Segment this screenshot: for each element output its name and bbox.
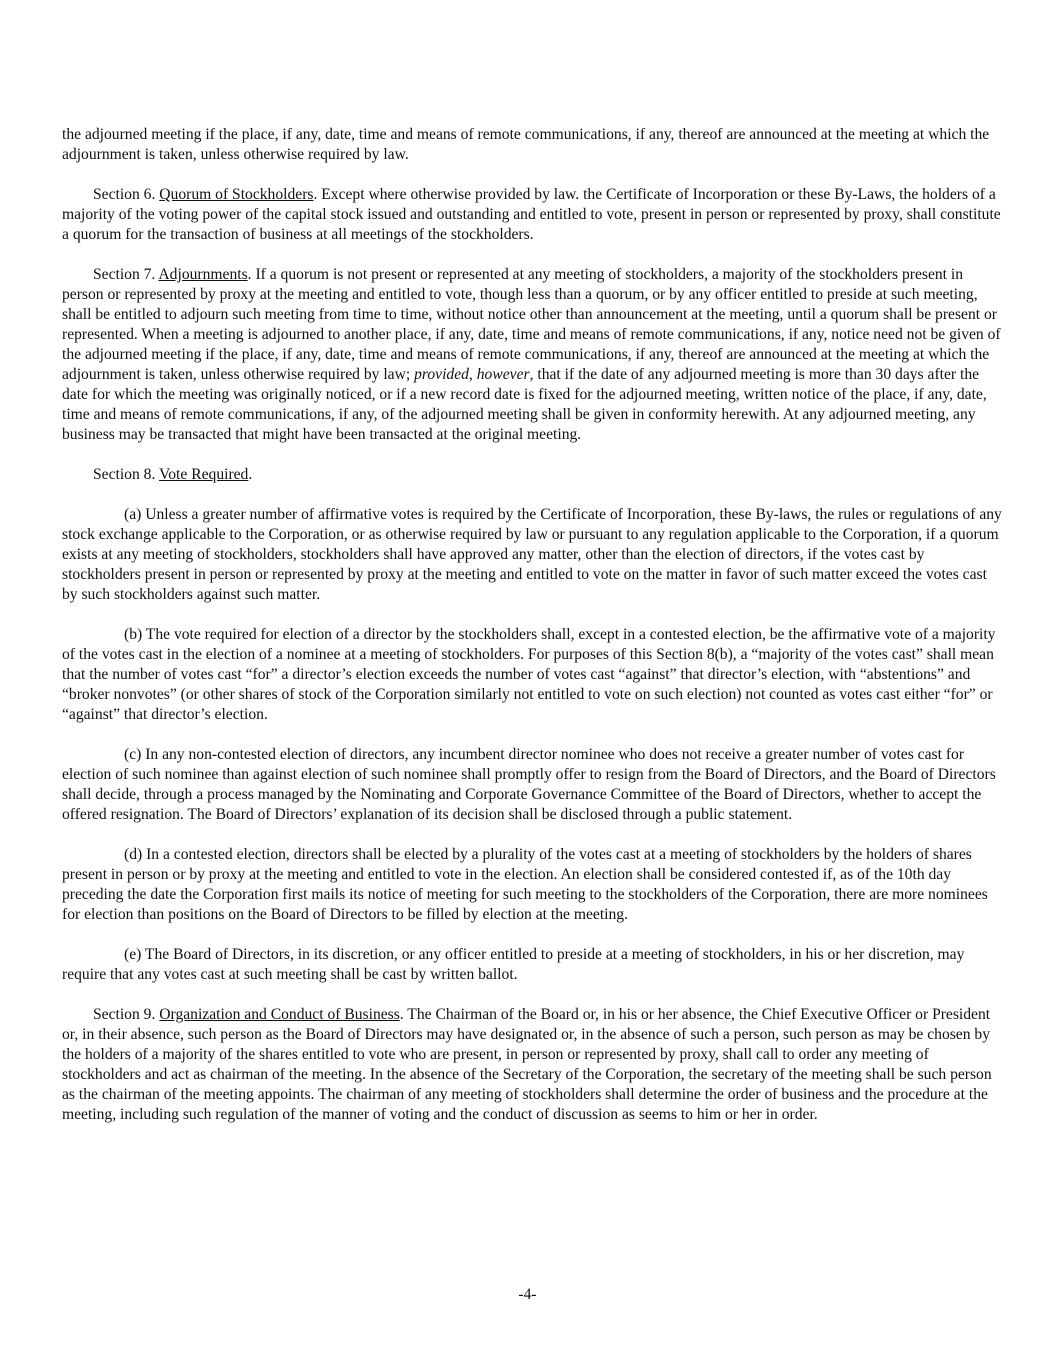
section-9-title: Organization and Conduct of Business	[159, 1006, 400, 1023]
section-8a-paragraph: (a) Unless a greater number of affirmative votes is required by the Certificate of Incorporation, these By-laws, the rules or regulations of any stock exchange applicable to the Corporation, or as otherwise required by law or pursuant to any regulation applicable to the Corporation, if a quorum exists at any meeting of stockholders, stockholders shall have approved any matter, other than the election of directors, if the votes cast by stockholders present in person or represented by proxy at the meeting and entitled to vote on the matter in favor of such matter exceed the votes cast by such stockholders against such matter.	[62, 506, 1002, 603]
page-number: -4-	[518, 1286, 537, 1303]
section-6-body: . Except where otherwise provided by law. the Certificate of Incorporation or these By-Laws, the holders of a majority of the voting power of the capital stock issued and outstanding and entitled to vote, present in person or represented by proxy, shall constitute a quorum for the transaction of business at all meetings of the stockholders.	[62, 186, 1001, 243]
section-9-body: . The Chairman of the Board or, in his or her absence, the Chief Executive Officer or President or, in their absence, such person as the Board of Directors may have designated or, in the absence of such a person, such person as may be chosen by the holders of a majority of the shares entitled to vote who are present, in person or represented by proxy, shall call to order any meeting of stockholders and act as chairman of the meeting. In the absence of the Secretary of the Corporation, the secretary of the meeting shall be such person as the chairman of the meeting appoints. The chairman of any meeting of stockholders shall determine the order of business and the procedure at the meeting, including such regulation of the manner of voting and the conduct of discussion as seems to him or her in order.	[62, 1006, 992, 1123]
section-8d-paragraph: (d) In a contested election, directors shall be elected by a plurality of the votes cast at a meeting of stockholders by the holders of shares present in person or by proxy at the meeting and entitled to vote in the election. An election shall be considered contested if, as of the 10th day preceding the date the Corporation first mails its notice of meeting for such meeting to the stockholders of the Corporation, there are more nominees for election than positions on the Board of Directors to be filled by election at the meeting.	[62, 846, 988, 923]
section-8b-paragraph: (b) The vote required for election of a director by the stockholders shall, except in a contested election, be the affirmative vote of a majority of the votes cast in the election of a nominee at a meeting of stockholders. For purposes of this Section 8(b), a “majority of the votes cast” shall mean that the number of votes cast “for” a director’s election exceeds the number of votes cast “against” that director’s election, with “abstentions” and “broker nonvotes” (or other shares of stock of the Corporation similarly not entitled to vote on such election) not counted as votes cast either “for” or “against” that director’s election.	[62, 626, 996, 723]
section-6-number: Section 6.	[93, 186, 156, 203]
section-9-number: Section 9.	[93, 1006, 156, 1023]
continuation-paragraph: the adjourned meeting if the place, if any, date, time and means of remote communications, if any, thereof are announced at the meeting at which the adjournment is taken, unless otherwise required by law.	[62, 126, 990, 163]
section-8e-paragraph: (e) The Board of Directors, in its discretion, or any officer entitled to preside at a meeting of stockholders, in his or her discretion, may require that any votes cast at such meeting shall be cast by written ballot.	[62, 946, 965, 983]
section-6-paragraph	[62, 185, 1004, 245]
section-7-body-part2: , that if the date of any adjourned meeting is more than 30 days after the date for which the meeting was originally noticed, or if a new record date is fixed for the adjourned meeting, written notice of the place, if any, date, time and means of remote communications, if any, of the adjourned meeting shall be given in conformity herewith. At any adjourned meeting, any business may be transacted that might have been transacted at the original meeting.	[62, 366, 987, 443]
section-9-paragraph	[62, 1005, 1004, 1125]
section-7-title: Adjournments	[158, 266, 248, 283]
section-6-title: Quorum of Stockholders	[159, 186, 314, 203]
section-7-paragraph	[62, 265, 1004, 445]
section-8-title-end: .	[248, 466, 253, 483]
section-7-body-part1: . If a quorum is not present or represented at any meeting of stockholders, a majority of the stockholders present in person or represented by proxy at the meeting and entitled to vote, though less than a quorum, or by any officer entitled to preside at such meeting, shall be entitled to adjourn such meeting from time to time, without notice other than announcement at the meeting, until a quorum shall be present or represented. When a meeting is adjourned to another place, if any, date, time and means of remote communications, if any, notice need not be given of the adjourned meeting if the place, if any, date, time and means of remote communications, if any, thereof are announced at the meeting at which the adjournment is taken, unless otherwise required by law;	[62, 266, 1001, 383]
section-8-heading	[62, 465, 1004, 485]
section-7-number: Section 7.	[93, 266, 156, 283]
section-8c-paragraph: (c) In any non-contested election of directors, any incumbent director nominee who does not receive a greater number of votes cast for election of such nominee than against election of such nominee shall promptly offer to resign from the Board of Directors, and the Board of Directors shall decide, through a process managed by the Nominating and Corporate Governance Committee of the Board of Directors, whether to accept the offered resignation. The Board of Directors’ explanation of its decision shall be disclosed through a public statement.	[62, 746, 996, 823]
section-8-number: Section 8.	[93, 466, 156, 483]
document-page	[62, 125, 1004, 1145]
section-8-title: Vote Required	[159, 466, 249, 483]
section-7-proviso: provided, however	[414, 366, 530, 383]
